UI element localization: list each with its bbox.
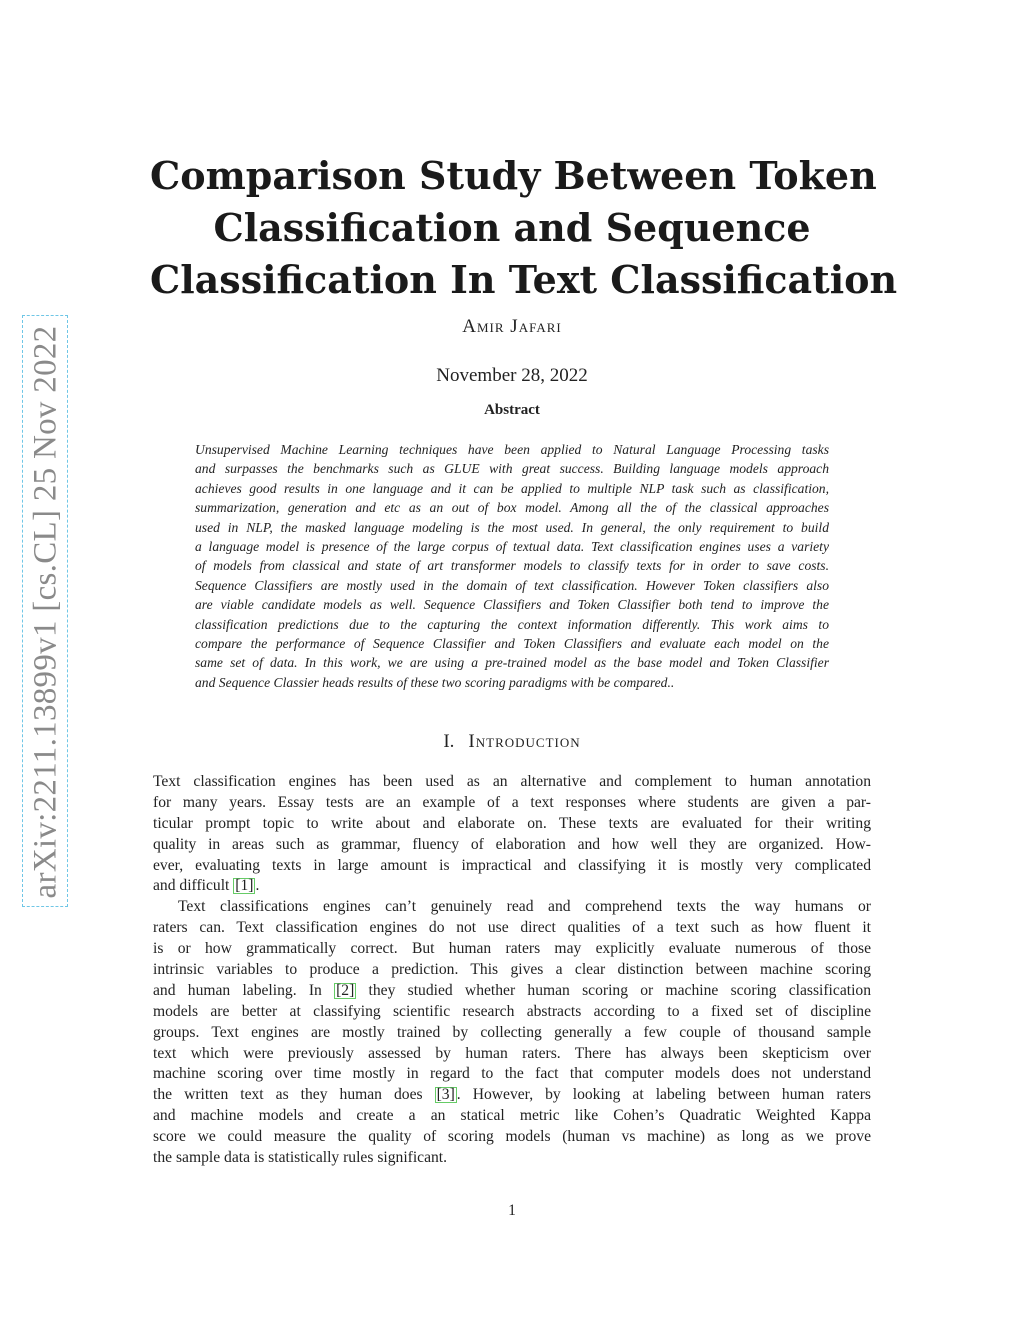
abstract-line: of models from classical and state of art transformer models to classify texts for in order to save costs. bbox=[195, 558, 829, 574]
abstract-line: compare the performance of Sequence Classifier and Token Classifiers and evaluate each model on the bbox=[195, 635, 829, 651]
body-text-fragment: they studied whether human scoring or machine scoring classification bbox=[356, 981, 871, 999]
arxiv-identifier[interactable]: arXiv:2211.13899v1 [cs.CL] 25 Nov 2022 bbox=[27, 325, 64, 899]
title-line: Classification and Sequence bbox=[213, 205, 811, 250]
abstract-line: used in NLP, the masked language modeling is the most used. In general, the only requirement to build bbox=[195, 519, 829, 535]
body-line: the sample data is statistically rules significant. bbox=[153, 1149, 448, 1167]
abstract-line: Sequence Classifiers are mostly used in the domain of text classification. However Token classifiers also bbox=[195, 577, 829, 593]
title-line: Comparison Study Between Token bbox=[150, 153, 877, 198]
citation-link[interactable]: [3] bbox=[436, 1086, 455, 1104]
introduction-body bbox=[153, 772, 871, 1169]
abstract-line: are viable candidate models as well. Sequence Classifiers and Token Classifier both tend to improve the bbox=[195, 597, 829, 613]
body-line: groups. Text engines are mostly trained by collecting generally a few couple of thousand sample bbox=[153, 1023, 871, 1041]
abstract-line: same set of data. In this work, we are using a pre-trained model as the base model and Token Classifier bbox=[195, 655, 829, 671]
abstract-line: a language model is presence of the large corpus of textual data. Text classification engines uses a variety bbox=[195, 538, 829, 554]
body-line bbox=[153, 876, 871, 897]
body-line: ever, evaluating texts in large amount is impractical and classifying it is mostly very complicated bbox=[153, 856, 871, 874]
citation-link[interactable]: [1] bbox=[235, 877, 254, 895]
body-text-fragment: . However, by looking at labeling between human raters bbox=[456, 1086, 871, 1104]
abstract-line: achieves good results in one language and it can be applied to multiple NLP task such as classification, bbox=[195, 480, 829, 496]
body-line bbox=[153, 981, 871, 1002]
body-line: ticular prompt topic to write about and elaborate on. These texts are evaluated for their writing bbox=[153, 814, 871, 832]
author-name: Amir Jafari bbox=[462, 316, 562, 337]
title-line: Classification In Text Classification bbox=[150, 257, 898, 302]
body-line: Text classifications engines can’t genuinely read and comprehend texts the way humans or bbox=[178, 898, 871, 916]
arxiv-stamp[interactable] bbox=[22, 315, 68, 907]
body-line: machine scoring over time mostly in regard to the fact that computer models does not understand bbox=[153, 1065, 871, 1083]
section-number: I. bbox=[443, 731, 455, 752]
abstract-line: summarization, generation and etc as an out of box model. Among all the of the classical approaches bbox=[195, 500, 829, 516]
abstract-body bbox=[195, 440, 829, 692]
body-text-fragment: and human labeling. In bbox=[153, 981, 335, 999]
abstract-line: Unsupervised Machine Learning techniques have been applied to Natural Language Processing tasks bbox=[195, 442, 829, 457]
abstract-line: classification predictions due to the capturing the context information differently. This work aims to bbox=[195, 616, 829, 632]
body-line: is or how grammatically correct. But human raters may explicitly evaluate numerous of those bbox=[153, 940, 871, 958]
body-text-fragment: . bbox=[255, 877, 260, 895]
body-line: quality in areas such as grammar, fluency of elaboration and how well they are organized. How- bbox=[153, 835, 871, 853]
section-title: Introduction bbox=[468, 731, 581, 752]
body-line: models are better at classifying scientific research abstracts according to a fixed set of discipline bbox=[153, 1002, 871, 1020]
abstract-line: and Sequence Classier heads results of these two scoring paradigms with be compared.. bbox=[195, 674, 675, 690]
body-text-fragment: the written text as they human does bbox=[153, 1086, 435, 1104]
body-line bbox=[153, 1085, 871, 1106]
page-number: 1 bbox=[508, 1202, 516, 1219]
body-line: raters can. Text classification engines do not use direct qualities of a text such as how fluent it bbox=[153, 919, 871, 937]
body-line: for many years. Essay tests are an example of a text responses where students are given a par- bbox=[153, 793, 871, 811]
paper-title bbox=[150, 150, 898, 306]
abstract-line: and surpasses the benchmarks such as GLUE with great success. Building language models approach bbox=[195, 461, 829, 477]
body-line: Text classification engines has been used as an alternative and complement to human annotation bbox=[153, 773, 871, 790]
body-line: intrinsic variables to produce a prediction. This gives a clear distinction between machine scoring bbox=[153, 961, 871, 979]
publication-date: November 28, 2022 bbox=[436, 365, 588, 386]
body-line: and machine models and create a an statical metric like Cohen’s Quadratic Weighted Kappa bbox=[153, 1107, 871, 1125]
citation-link[interactable]: [2] bbox=[336, 981, 355, 999]
section-heading-introduction bbox=[150, 731, 874, 753]
body-line: text which were previously assessed by human raters. There has always been skepticism over bbox=[153, 1044, 871, 1062]
body-text-fragment: and difficult bbox=[153, 877, 234, 895]
body-line: score we could measure the quality of scoring models (human vs machine) as long as we prove bbox=[153, 1128, 871, 1146]
abstract-heading: Abstract bbox=[484, 402, 540, 418]
